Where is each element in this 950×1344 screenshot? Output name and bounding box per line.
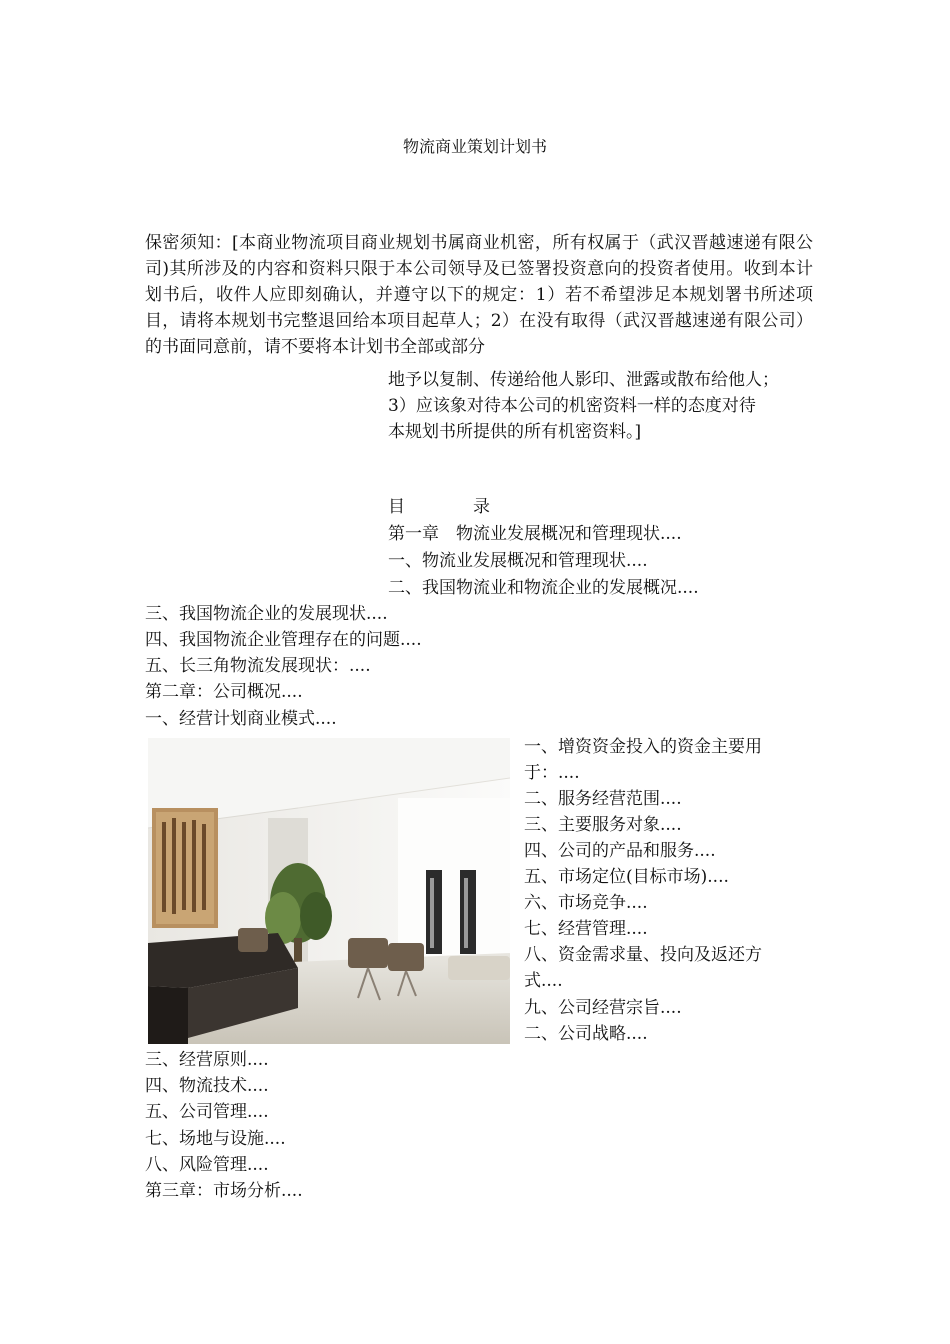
confidentiality-continuation: [388, 367, 818, 445]
toc-item: 七、经营管理....: [524, 919, 648, 939]
toc-item: 式....: [524, 971, 563, 991]
toc-item: 八、风险管理....: [145, 1155, 269, 1175]
toc-item: 五、公司管理....: [145, 1102, 269, 1122]
confidentiality-line: 地予以复制、传递给他人影印、泄露或散布给他人；: [388, 370, 779, 390]
office-photo-illustration: [148, 738, 510, 1044]
toc-item: 第三章：市场分析....: [145, 1181, 303, 1201]
toc-item: 一、物流业发展概况和管理现状....: [388, 551, 648, 571]
toc-item: 三、我国物流企业的发展现状....: [145, 604, 388, 624]
confidentiality-notice: [145, 230, 813, 360]
toc-heading-right: 录: [473, 497, 490, 517]
toc-item: 七、场地与设施....: [145, 1129, 286, 1149]
confidentiality-text: 保密须知：[本商业物流项目商业规划书属商业机密，所有权属于（武汉晋越速递有限公司)其所涉及的内容和资料只限于本公司领导及已签署投资意向的投资者使用。收到本计划书后，收件人应即刻确认，并遵守以下的规定：1）若不希望涉足本规划署书所述项目，请将本规划书完整退回给本项目起草人；2）在没有取得（武汉晋越速递有限公司）的书面同意前，请不要将本计划书全部或部分: [145, 233, 813, 357]
confidentiality-line: 本规划书所提供的所有机密资料。]: [388, 422, 642, 442]
toc-item: 九、公司经营宗旨....: [524, 998, 682, 1018]
office-photo: [148, 738, 510, 1044]
toc-item: 第二章：公司概况....: [145, 682, 303, 702]
toc-item: 五、长三角物流发展现状：....: [145, 656, 371, 676]
toc-item: 一、经营计划商业模式....: [145, 709, 337, 729]
toc-item: 一、增资资金投入的资金主要用: [524, 737, 762, 757]
toc-item: 第一章 物流业发展概况和管理现状....: [388, 524, 682, 544]
toc-item: 四、公司的产品和服务....: [524, 841, 716, 861]
toc-item: 三、主要服务对象....: [524, 815, 682, 835]
toc-item: 于：....: [524, 763, 580, 783]
document-title: 物流商业策划计划书: [402, 137, 547, 156]
confidentiality-line: 3）应该象对待本公司的机密资料一样的态度对待: [388, 396, 756, 416]
toc-item: 四、物流技术....: [145, 1076, 269, 1096]
toc-item: 六、市场竞争....: [524, 893, 648, 913]
toc-item: 五、市场定位(目标市场)....: [524, 867, 729, 887]
toc-item: 三、经营原则....: [145, 1050, 269, 1070]
toc-item: 二、服务经营范围....: [524, 789, 682, 809]
toc-item: 二、我国物流业和物流企业的发展概况....: [388, 578, 699, 598]
toc-item: 四、我国物流企业管理存在的问题....: [145, 630, 422, 650]
toc-item: 二、公司战略....: [524, 1024, 648, 1044]
toc-heading-left: 目: [388, 497, 405, 517]
toc-item: 八、资金需求量、投向及返还方: [524, 945, 762, 965]
toc-heading: [388, 494, 490, 520]
